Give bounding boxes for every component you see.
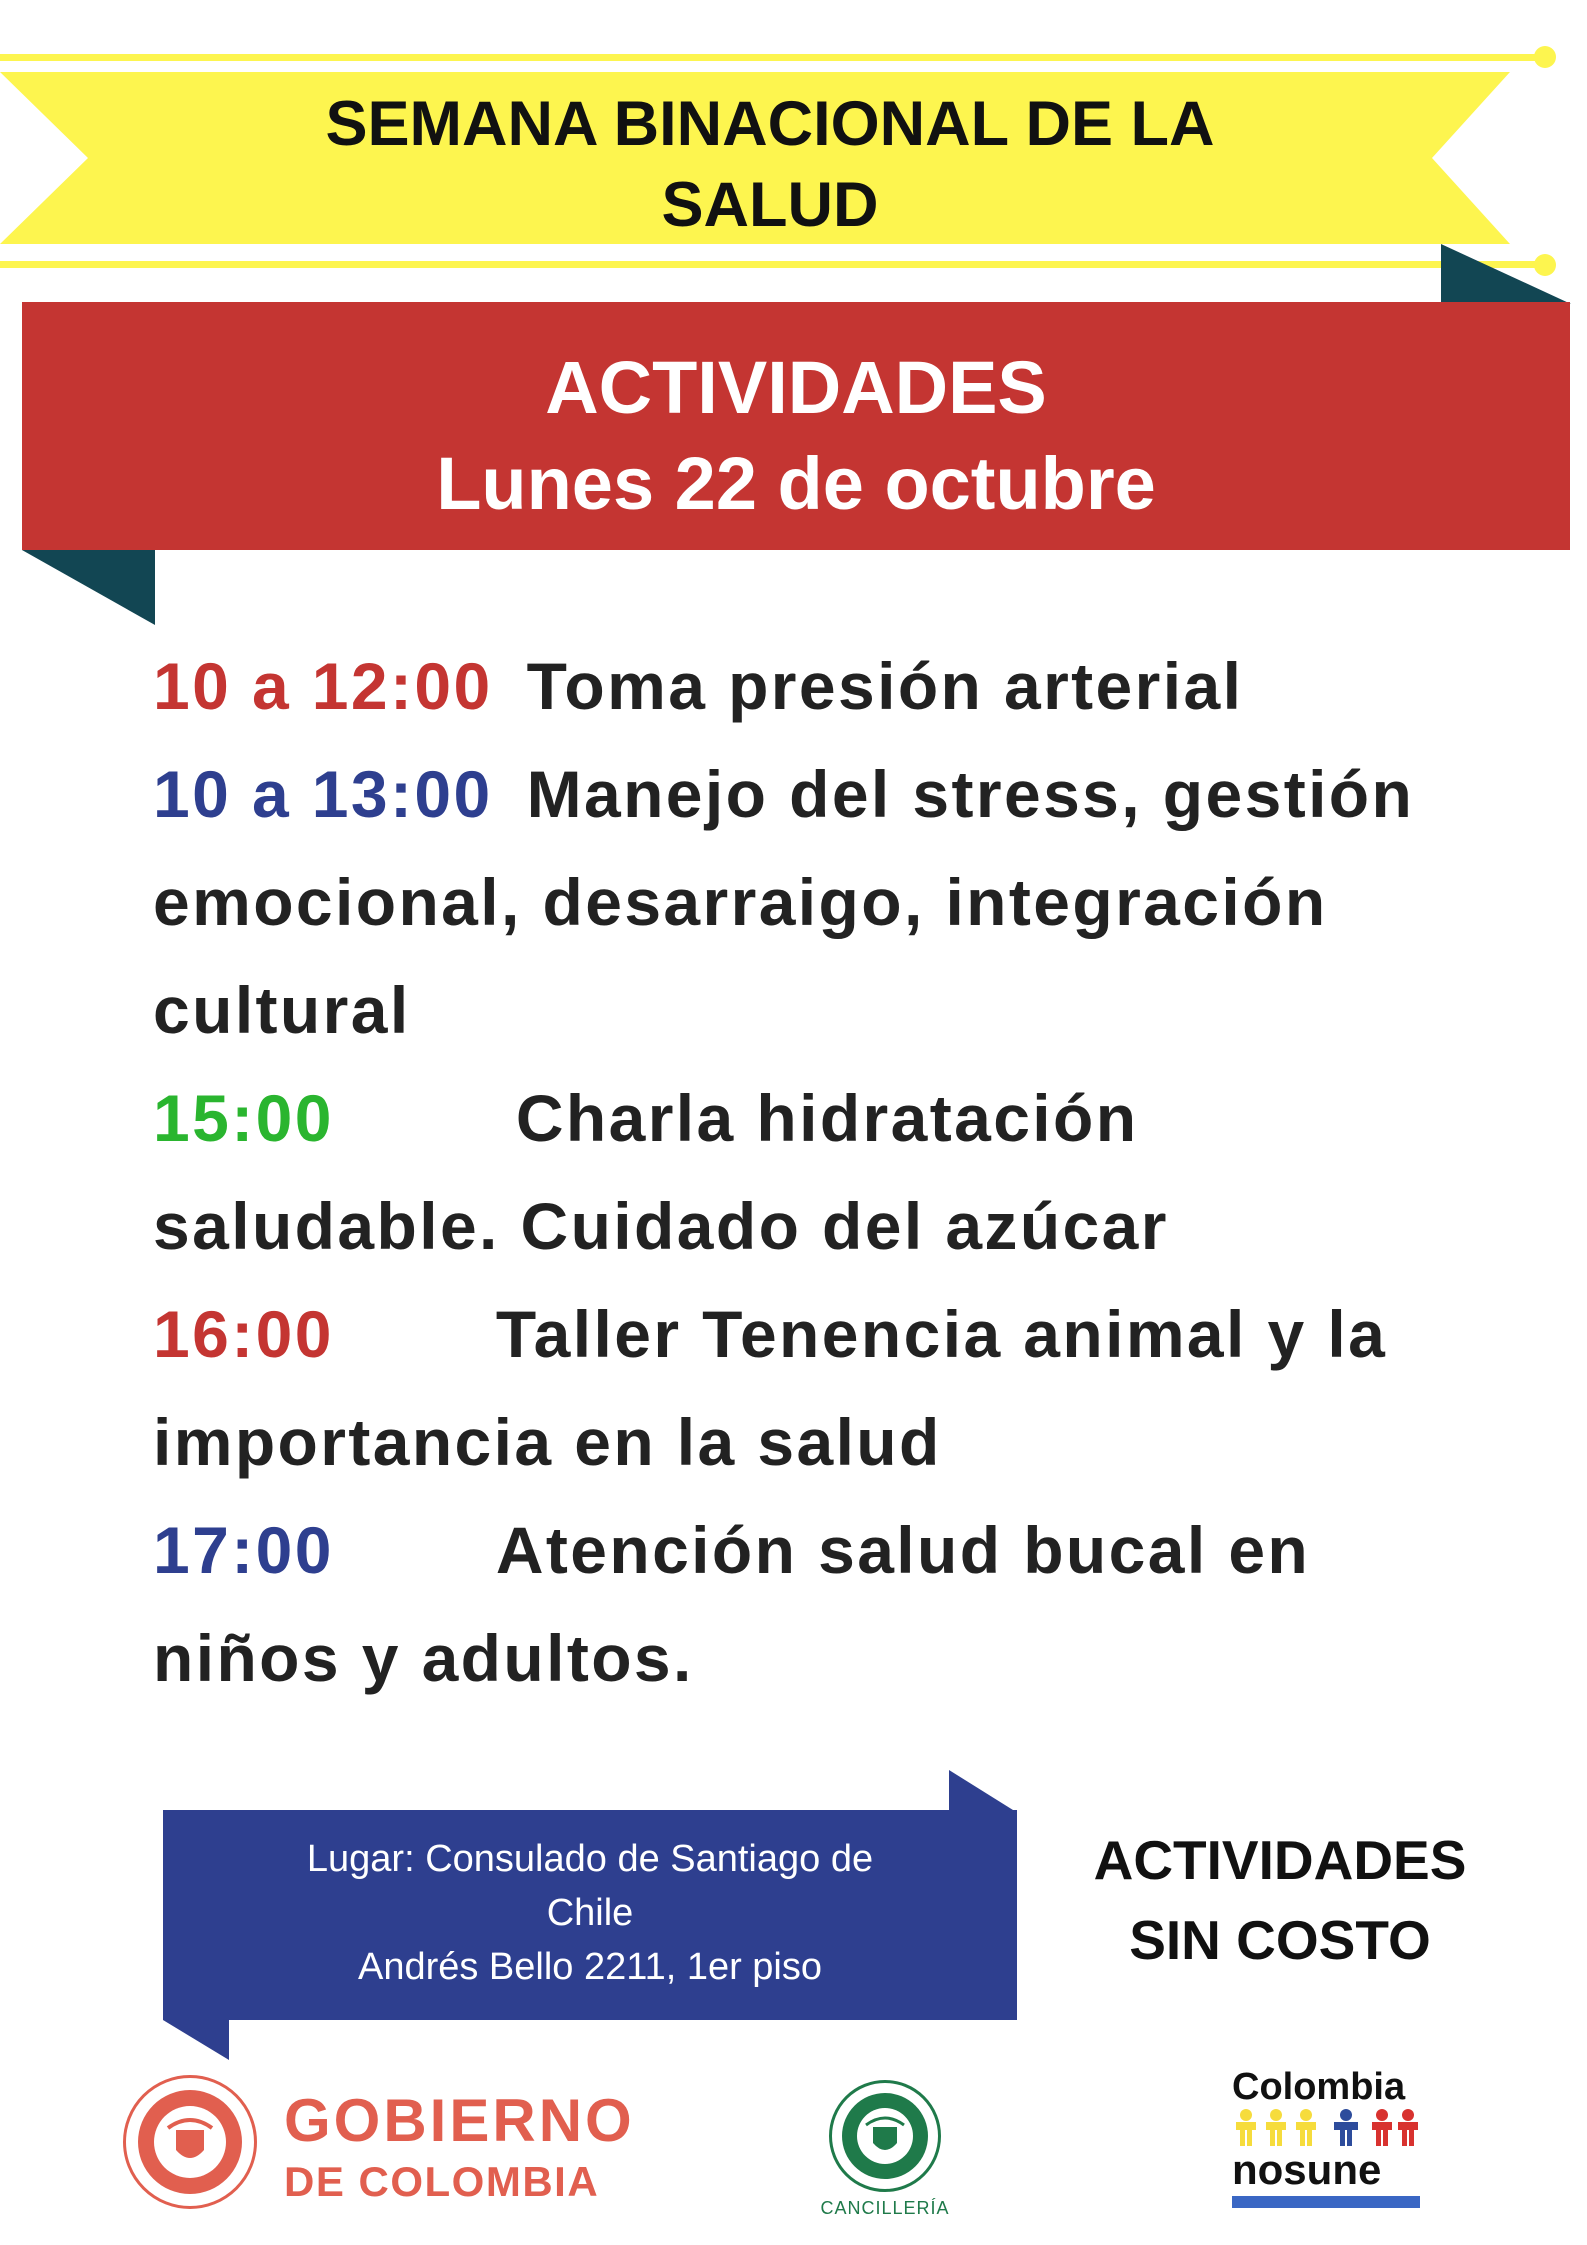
cancilleria-seal-icon [829,2080,941,2192]
schedule-activity: Manejo del stress, gestión [526,757,1415,831]
colombia-nos-une-bar [1232,2196,1420,2208]
schedule-activity-cont: cultural [153,973,411,1047]
colombia-nos-une-bottom: nosune [1232,2146,1382,2193]
schedule-activity: Toma presión arterial [526,649,1244,723]
people-figures-icon [1234,2108,1420,2148]
schedule-activity-cont: saludable. Cuidado del azúcar [153,1189,1169,1263]
schedule-activity: Atención salud bucal en [495,1513,1311,1587]
schedule-time: 15:00 [153,1081,334,1155]
cancilleria-label: CANCILLERÍA [820,2198,950,2218]
schedule-activity-cont: emocional, desarraigo, integración [153,865,1328,939]
schedule-item [153,632,1543,740]
coat-of-arms-icon [123,2075,257,2209]
schedule-time: 10 a 13:00 [153,757,493,831]
schedule-item [153,1280,1543,1388]
banner-top-line [0,54,1545,61]
schedule-activity: Charla hidratación [515,1081,1139,1155]
schedule-item [153,1496,1543,1604]
banner-bottom-line [0,261,1545,268]
colombia-nos-une-top: Colombia [1232,2066,1406,2108]
gobierno-logo-text: GOBIERNO DE COLOMBIA [284,2087,635,2205]
location-text: Lugar: Consulado de Santiago de Chile Andrés Bello 2211, 1er piso [306,1838,874,1988]
banner-top-dot [1534,46,1556,68]
schedule-item [153,1064,1543,1172]
schedule-activity-cont: niños y adultos. [153,1621,694,1695]
schedule-time: 16:00 [153,1297,334,1371]
red-banner-fold-right [1441,244,1571,304]
event-title: SEMANA BINACIONAL DE LA SALUD [325,89,1215,240]
schedule-activity: Taller Tenencia animal y la [495,1297,1388,1371]
schedule-activity-cont: importancia en la salud [153,1405,942,1479]
schedule-time: 17:00 [153,1513,334,1587]
schedule-list [153,632,1543,1712]
free-activities-note: ACTIVIDADES SIN COSTO [1093,1829,1467,1971]
schedule-time: 10 a 12:00 [153,649,493,723]
red-banner-fold-left [20,550,155,625]
schedule-item [153,740,1543,848]
activities-date-heading: ACTIVIDADES Lunes 22 de octubre [436,346,1156,525]
